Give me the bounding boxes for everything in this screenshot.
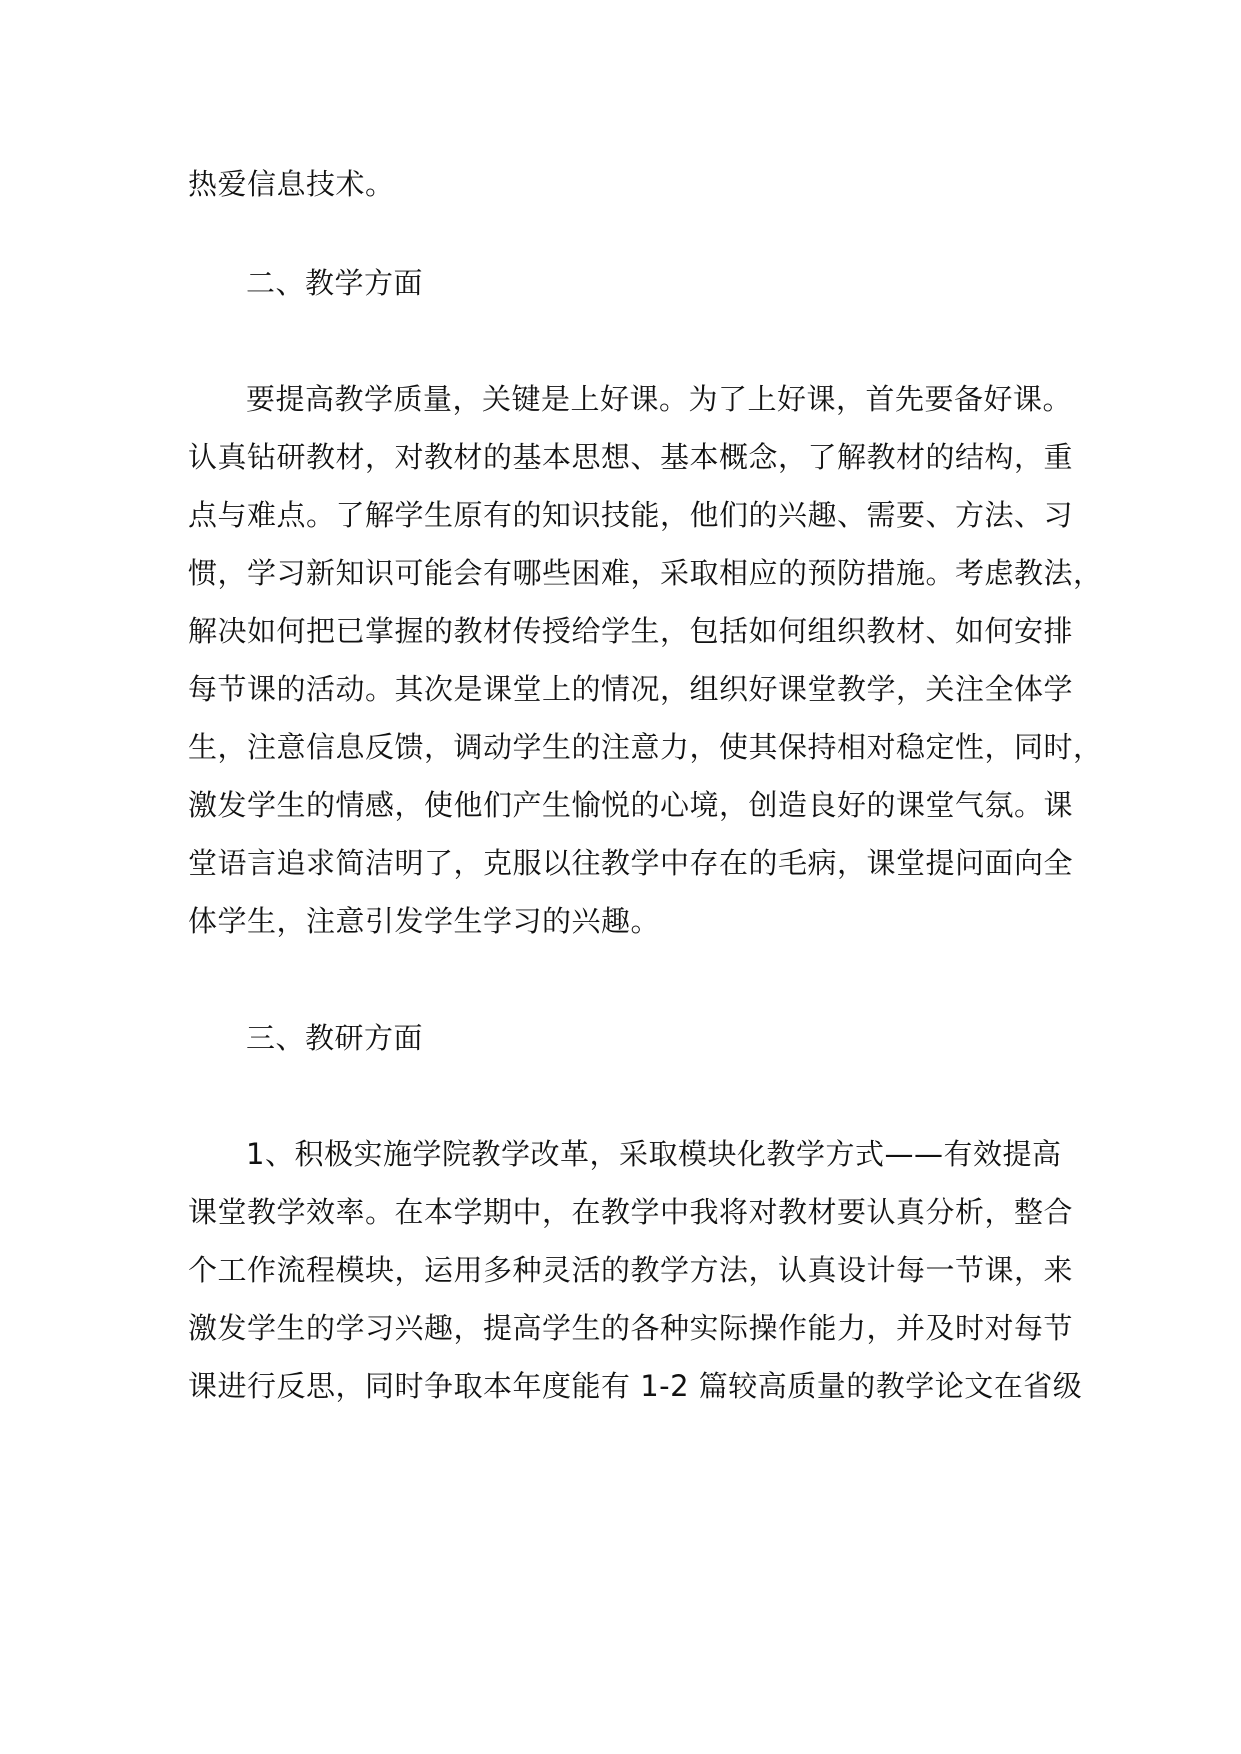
- paragraph-line: 个工作流程模块，运用多种灵活的教学方法，认真设计每一节课，来: [188, 1253, 1074, 1287]
- paragraph-line: 体学生，注意引发学生学习的兴趣。: [188, 904, 661, 938]
- paragraph-line: 课堂教学效率。在本学期中，在教学中我将对教材要认真分析，整合: [188, 1195, 1074, 1229]
- section-heading-teaching: 二、教学方面: [246, 266, 424, 300]
- paragraph-line: 点与难点。了解学生原有的知识技能，他们的兴趣、需要、方法、习: [188, 498, 1074, 532]
- paragraph-line: 认真钻研教材，对教材的基本思想、基本概念，了解教材的结构，重: [188, 440, 1074, 474]
- paragraph-line: 1、积极实施学院教学改革，采取模块化教学方式——有效提高: [246, 1137, 1062, 1171]
- paragraph-line: 每节课的活动。其次是课堂上的情况，组织好课堂教学，关注全体学: [188, 672, 1074, 706]
- paragraph-line: 解决如何把已掌握的教材传授给学生，包括如何组织教材、如何安排: [188, 614, 1074, 648]
- paragraph-line: 激发学生的学习兴趣，提高学生的各种实际操作能力，并及时对每节: [188, 1311, 1074, 1345]
- paragraph-line: 激发学生的情感，使他们产生愉悦的心境，创造良好的课堂气氛。课: [188, 788, 1074, 822]
- paragraph-line: 堂语言追求简洁明了，克服以往教学中存在的毛病，课堂提问面向全: [188, 846, 1074, 880]
- paragraph-line: 热爱信息技术。: [188, 167, 395, 201]
- paragraph-line: 课进行反思，同时争取本年度能有 1-2 篇较高质量的教学论文在省级: [188, 1369, 1083, 1403]
- paragraph-line: 要提高教学质量，关键是上好课。为了上好课，首先要备好课。: [246, 382, 1073, 416]
- paragraph-line: 生，注意信息反馈，调动学生的注意力，使其保持相对稳定性，同时，: [188, 730, 1103, 764]
- section-heading-research: 三、教研方面: [246, 1021, 424, 1055]
- paragraph-line: 惯，学习新知识可能会有哪些困难，采取相应的预防措施。考虑教法，: [188, 556, 1103, 590]
